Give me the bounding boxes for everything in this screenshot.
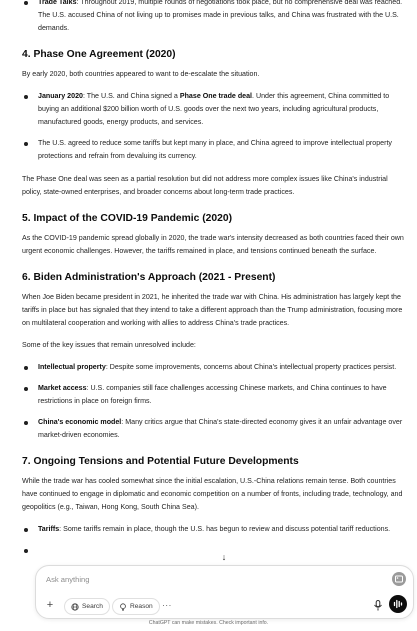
waveform-icon [389, 595, 407, 613]
bullet-list-phase-one [22, 90, 408, 163]
bullet-label: China's economic model [38, 418, 122, 426]
paragraph: By early 2020, both countries appeared to want to de-escalate the situation. [22, 70, 260, 78]
scroll-down-icon[interactable]: ↓ [221, 552, 227, 562]
assistant-message [22, 0, 408, 546]
bullet-list-ongoing [22, 523, 408, 536]
section-heading-ongoing: 7. Ongoing Tensions and Potential Future Developments [22, 456, 299, 467]
bullet-icon [24, 366, 28, 370]
paragraph: When Joe Biden became president in 2021, he inherited the trade war with China. His administration has largely kept the tariffs in place but has signaled that they intend to take a different approach than the Trump administration, focusing more on multilateral cooperation and working with allies to address China's trade practices. [22, 293, 403, 327]
paragraph: While the trade war has cooled somewhat since the initial escalation, U.S.-China relations remain tense. Both countries have continued to engage in diplomatic and economic competition on a number of fronts, including trade, technology, and geopolitics (e.g., Taiwan, Hong Kong, South China Sea). [22, 477, 403, 511]
attachment-avatar-icon[interactable] [392, 572, 406, 586]
bullet-icon [24, 142, 28, 146]
list-item [22, 416, 408, 442]
lightbulb-icon [119, 603, 127, 611]
bullet-text: The U.S. agreed to reduce some tariffs but kept many in place, and China agreed to improve intellectual property protections and refrain from devaluing its currency. [38, 139, 392, 160]
bullet-icon [24, 528, 28, 532]
bullet-label: Tariffs [38, 525, 60, 533]
reason-label: Reason [130, 603, 153, 610]
more-icon: ··· [162, 601, 172, 610]
section-heading-phase-one: 4. Phase One Agreement (2020) [22, 49, 176, 60]
search-label: Search [82, 603, 103, 610]
section-heading-biden: 6. Biden Administration's Approach (2021 - Present) [22, 272, 276, 283]
reason-button[interactable] [112, 598, 160, 615]
bullet-icon [24, 1, 28, 5]
bullet-text: : The U.S. and China signed a [82, 92, 180, 100]
bullet-label: January 2020 [38, 92, 83, 100]
bullet-list-trade-talks [22, 0, 408, 35]
paragraph: Some of the key issues that remain unresolved include: [22, 341, 196, 349]
list-item [22, 523, 408, 536]
paragraph: As the COVID-19 pandemic spread globally in 2020, the trade war's intensity decreased as both countries faced their own urgent economic challenges. However, the tariffs remained in place, and tensions continued beneath the surface. [22, 234, 404, 255]
search-button[interactable] [64, 598, 110, 615]
voice-mode-button[interactable] [389, 595, 407, 613]
plus-icon: + [46, 599, 54, 611]
bullet-text: : Throughout 2019, multiple rounds of negotiations took place, but no comprehensive deal was reached. The U.S. accused China of not living up to promises made in previous talks, and China was frustrated with the U.S. demands. [38, 0, 403, 32]
section-heading-covid: 5. Impact of the COVID-19 Pandemic (2020) [22, 213, 233, 224]
image-icon [392, 572, 406, 586]
message-composer[interactable] [35, 565, 414, 619]
bullet-text: : Many critics argue that China's state-directed economy gives it an unfair advantage over market-driven economies. [38, 418, 403, 439]
list-item [22, 382, 408, 408]
list-item [22, 90, 408, 129]
bullet-icon [24, 95, 28, 99]
bullet-label: Intellectual property [38, 363, 106, 371]
bullet-label: Trade Talks [38, 0, 77, 6]
globe-icon [71, 603, 79, 611]
bullet-icon [24, 549, 28, 553]
bullet-text: : Despite some improvements, concerns about China's intellectual property practices persist. [105, 363, 397, 371]
bullet-text: . Under this agreement, China committed to buying an additional $200 billion worth of U.S. goods over the next two years, including agricultural products, manufactured goods, energy products, and services. [38, 92, 390, 126]
composer-input[interactable]: Ask anything [46, 575, 90, 584]
bullet-list-issues [22, 361, 408, 442]
bullet-bold: Phase One trade deal [179, 92, 253, 100]
more-options-button[interactable] [160, 598, 174, 613]
list-item [22, 0, 408, 35]
footer-disclaimer: ChatGPT can make mistakes. Check important info. [148, 620, 269, 626]
bullet-icon [24, 421, 28, 425]
bullet-icon [24, 387, 28, 391]
list-item [22, 137, 408, 163]
list-item [22, 361, 408, 374]
bullet-label: Market access [38, 384, 87, 392]
bullet-text: : U.S. companies still face challenges accessing Chinese markets, and China continues to have restrictions in place on foreign firms. [38, 384, 387, 405]
add-attachment-button[interactable] [44, 598, 56, 613]
bullet-text: : Some tariffs remain in place, though the U.S. has begun to review and discuss potential tariff reductions. [59, 525, 391, 533]
paragraph: The Phase One deal was seen as a partial resolution but did not address more complex issues like China's industrial policy, state-owned enterprises, and broader concerns about long-term trade practices. [22, 175, 388, 196]
microphone-icon[interactable] [373, 600, 383, 611]
